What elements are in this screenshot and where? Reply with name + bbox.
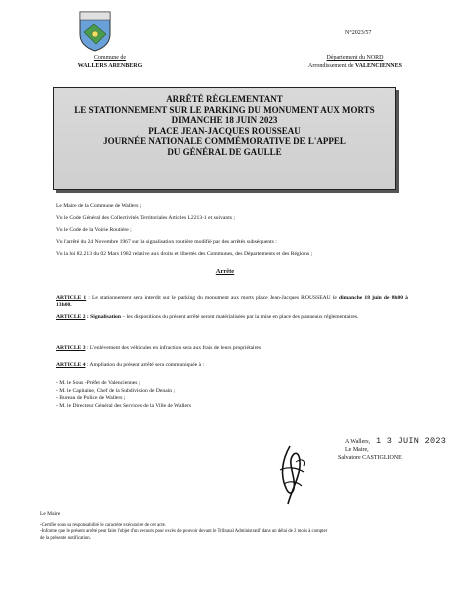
footer-line: de la présente notification. (40, 535, 91, 541)
article-4: ARTICLE 4 : Ampliation du présent arrêté sera communiquée à : (56, 362, 205, 368)
department-label: Département du NORD (326, 55, 384, 61)
date-stamp: 1 3 JUIN 2023 (376, 436, 447, 446)
vu-line: Vu le Code Général des Collectivités Territoriales Articles L2213-1 et suivants ; (56, 215, 235, 221)
list-item: - Bureau de Police de Wallers ; (56, 395, 126, 401)
signature-place: A Wallers, (345, 439, 371, 445)
department-block (275, 55, 435, 70)
title-line: ARRÊTÉ RÈGLEMENTANT (166, 94, 283, 104)
le-maire-label: Le Maire (40, 511, 61, 517)
list-item: - M. le Directeur Général des Services de la Ville de Wallers (56, 402, 192, 409)
list-item: - M. le Sous -Préfet de Valenciennes ; (56, 380, 141, 386)
vu-line: Le Maire de la Commune de Wallers ; (56, 203, 142, 209)
recipient-list (56, 380, 191, 410)
article-2: ARTICLE 2 : Signalisation – les dispositions du présent arrêté seront matérialisées par la mise en place des panneaux réglementaires. (56, 314, 359, 320)
title-line: LE STATIONNEMENT SUR LE PARKING DU MONUMENT AUX MORTS (74, 104, 375, 115)
arrondissement-name: VALENCIENNES (355, 62, 402, 69)
title-line: JOURNÉE NATIONALE COMMÉMORATIVE DE L'APPEL (103, 136, 346, 147)
article-3: ARTICLE 3 : L'enlèvement des véhicules en infraction sera aux frais de leurs propriétaires (56, 345, 262, 351)
legal-footer (40, 523, 410, 542)
commune-name: WALLERS ARENBERG (77, 62, 143, 69)
title-line: DU GÉNÉRAL DE GAULLE (167, 146, 282, 157)
footer-line: -Certifie sous sa responsabilité le caractère exécutoire de cet acte. (40, 523, 166, 528)
footer-line: -Informe que le présent arrêté peut faire l'objet d'un recours pour excès de pouvoir devant le Tribunal Administratif dans un délai de 2 mois à compter (40, 529, 328, 535)
commune-label: Commune de (93, 55, 127, 61)
decree-number: N°2023/57 (345, 30, 372, 36)
arrete-heading: Arrête (215, 268, 235, 275)
commune-logo (78, 10, 112, 52)
title-line: DIMANCHE 18 JUIN 2023 (171, 115, 278, 126)
arrondissement-line: Arrondissement de VALENCIENNES (308, 62, 402, 69)
signature-role: Le Maire, (345, 447, 369, 453)
commune-block (55, 55, 165, 70)
list-item: - M. le Capitaine, Chef de la Subdivision de Denain ; (56, 387, 175, 394)
title-line: PLACE JEAN-JACQUES ROUSSEAU (148, 125, 301, 136)
title-box (53, 87, 396, 190)
vu-line: Vu la loi 82.213 du 02 Mars 1982 relative aux droits et libertés des Communes, des Départements et des Régions ; (56, 251, 312, 257)
vu-line: Vu le Code de la Voirie Routière ; (56, 227, 132, 233)
handwritten-signature (260, 440, 340, 510)
article-1: ARTICLE 1 : Le stationnement sera interdit sur le parking du monument aux morts place Jean-Jacques ROUSSEAU le dimanche 18 juin de 8h00 à 13h00. (56, 295, 408, 308)
vu-line: Vu l'arrêté du 24 Novembre 1967 sur la signalisation routière modifié par des arrêtés subséquents : (56, 239, 277, 245)
signature-name: Salvatore CASTIGLIONE (338, 455, 402, 461)
